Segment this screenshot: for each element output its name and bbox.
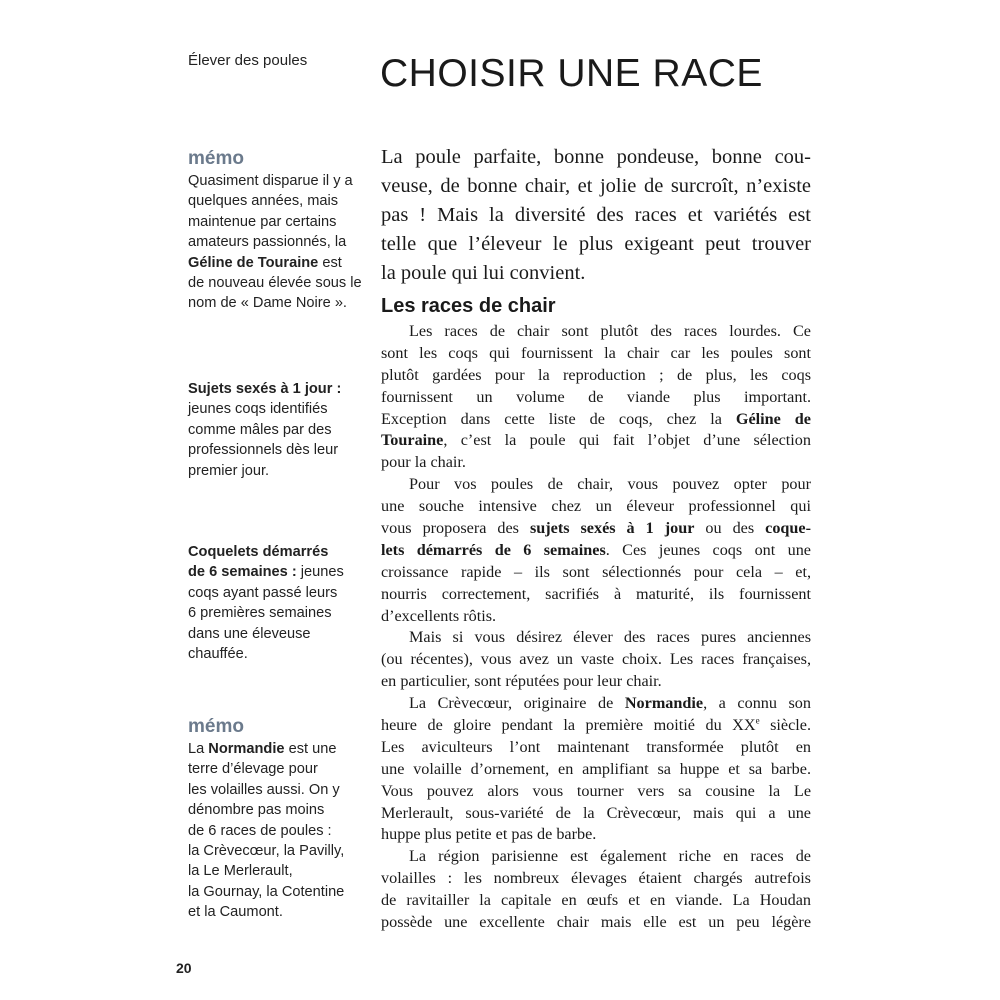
text-run: siècle. — [759, 716, 811, 735]
bold-term: de 6 semaines : — [188, 564, 297, 581]
text-run: heure de gloire pendant la première moitié du XX — [381, 716, 756, 735]
text-run: sont les coqs qui fournissent la chair car les poules sont — [381, 343, 811, 362]
text-run: amateurs passionnés, la — [188, 234, 347, 251]
text-run: une souche intensive chez un éleveur professionnel qui — [381, 497, 811, 516]
note-line — [188, 603, 368, 623]
text-run: la Crèvecœur, la Pavilly, — [188, 843, 345, 860]
note-line — [188, 902, 368, 922]
text-run: est une — [284, 741, 337, 757]
running-head: Élever des poules — [188, 52, 308, 69]
lead-line: la poule qui lui convient. — [381, 262, 586, 284]
text-run: possède une excellente chair mais elle est un peu légère — [381, 913, 811, 932]
body-line — [381, 846, 811, 868]
bold-term: Touraine — [381, 431, 444, 450]
note-line — [188, 583, 368, 603]
body-line — [381, 387, 811, 409]
body-line — [381, 737, 811, 759]
note-line — [188, 191, 368, 211]
page-number: 20 — [176, 960, 192, 976]
note-line — [188, 841, 368, 861]
lead-line: pas ! Mais la diversité des races et variétés est — [381, 204, 811, 226]
body-line — [381, 759, 811, 781]
section-title: Les races de chair — [381, 295, 556, 317]
text-run: Merlerault, sous-variété de la Crèvecœur, mais qui a une — [381, 803, 811, 822]
text-run: est — [318, 254, 342, 271]
text-run: ou des — [694, 519, 766, 538]
text-run: , c’est la poule qui fait l’objet d’une sélection — [443, 431, 811, 450]
bold-term: sujets sexés à 1 jour — [529, 519, 695, 538]
note-line — [188, 379, 368, 399]
note-line — [188, 232, 368, 252]
lead-paragraph — [381, 143, 811, 288]
text-run: Les aviculteurs l’ont maintenant transformée plutôt en — [381, 737, 811, 756]
note-line — [188, 624, 368, 644]
body-line — [381, 343, 811, 365]
text-run: huppe plus petite et pas de barbe. — [381, 825, 597, 844]
memo-box-1 — [188, 147, 368, 314]
note-line — [188, 212, 368, 232]
bold-term: coque- — [765, 519, 811, 538]
note-line — [188, 420, 368, 440]
definition-text — [188, 379, 368, 481]
note-line — [188, 562, 368, 582]
lead-line: La poule parfaite, bonne pondeuse, bonne cou- — [381, 146, 811, 168]
note-line — [188, 440, 368, 460]
text-run: Les races de chair sont plutôt des races lourdes. Ce — [409, 322, 811, 340]
bold-term: Sujets sexés à 1 jour : — [188, 381, 342, 397]
bold-term: Coquelets démarrés — [188, 544, 329, 560]
text-run: les volailles aussi. On y — [188, 781, 340, 798]
body-line — [381, 474, 811, 496]
text-run: jeunes coqs identifiés — [188, 401, 328, 418]
text-run: plutôt gardées pour la reproduction ; de plus, les coqs — [381, 365, 811, 384]
note-line — [188, 542, 368, 562]
chapter-title: CHOISIR UNE RACE — [380, 52, 763, 95]
text-run: dans une éleveuse — [188, 625, 311, 642]
note-line — [188, 861, 368, 881]
note-line — [188, 800, 368, 820]
definition-text — [188, 542, 368, 664]
memo-box-2 — [188, 715, 368, 923]
body-line — [381, 649, 811, 671]
body-line — [381, 365, 811, 387]
text-run: Mais si vous désirez élever des races pures anciennes — [409, 628, 811, 647]
body-line — [381, 540, 811, 562]
memo-heading: mémo — [188, 148, 244, 169]
text-run: croissance rapide – ils sont sélectionnés pour cela – et, — [381, 562, 811, 581]
text-run: 6 premières semaines — [188, 605, 332, 622]
text-run: quelques années, mais — [188, 193, 339, 210]
bold-term: Géline de — [735, 409, 811, 428]
body-line — [381, 868, 811, 890]
note-line — [188, 171, 368, 191]
text-run: dénombre pas moins — [188, 802, 325, 819]
text-run: la Le Merlerault, — [188, 863, 293, 880]
text-run: La région parisienne est également riche en races de — [409, 847, 811, 866]
bold-term: Normandie — [624, 694, 704, 713]
lead-text — [381, 143, 811, 288]
text-run: vous proposera des — [381, 519, 530, 538]
text-run: la Gournay, la Cotentine — [188, 883, 345, 900]
text-run: Pour vos poules de chair, vous pouvez opter pour — [409, 475, 811, 494]
superscript: e — [755, 715, 760, 726]
definition-coquelets — [188, 542, 368, 664]
body-line — [381, 715, 811, 737]
text-run: de ravitailler la capitale en œufs et en viande. La Houdan — [381, 891, 811, 910]
body-line — [381, 693, 811, 715]
text-run: coqs ayant passé leurs — [188, 584, 338, 601]
text-run: professionnels dès leur — [188, 442, 339, 459]
memo-text — [188, 739, 368, 923]
text-run: une volaille d’ornement, en amplifiant sa huppe et sa barbe. — [381, 759, 811, 778]
memo-text — [188, 171, 368, 314]
body-line — [381, 321, 811, 343]
text-run: fournissent un volume de viande plus important. — [381, 387, 811, 406]
text-run: de 6 races de poules : — [188, 822, 332, 839]
body-line — [381, 824, 811, 846]
body-line — [381, 452, 811, 474]
text-run: chauffée. — [188, 646, 248, 663]
text-run: d’excellents rôtis. — [381, 606, 497, 625]
body-line — [381, 803, 811, 825]
bold-term: Géline de Touraine — [188, 254, 319, 271]
text-run: Quasiment disparue il y a — [188, 173, 353, 189]
text-run: pour la chair. — [381, 453, 466, 472]
bold-term: lets démarrés de 6 semaines — [381, 540, 606, 559]
body-line — [381, 890, 811, 912]
lead-line: veuse, de bonne chair, et jolie de surcroît, n’existe — [381, 175, 811, 197]
body-text — [381, 321, 811, 934]
lead-line: telle que l’éleveur le plus exigeant peut trouver — [381, 233, 811, 255]
text-run: en particulier, sont réputées pour leur chair. — [381, 672, 662, 691]
text-run: terre d’élevage pour — [188, 761, 318, 778]
text-run: (ou récentes), vous avez un vaste choix. Les races françaises, — [381, 650, 811, 669]
body-line — [381, 409, 811, 431]
text-run: comme mâles par des — [188, 421, 332, 438]
note-line — [188, 882, 368, 902]
body-line — [381, 496, 811, 518]
text-run: maintenue par certains — [188, 213, 337, 230]
note-line — [188, 780, 368, 800]
text-run: de nouveau élevée sous le — [188, 275, 362, 292]
note-line — [188, 253, 368, 273]
note-line — [188, 644, 368, 664]
body-line — [381, 606, 811, 628]
body-line — [381, 562, 811, 584]
text-run: jeunes — [296, 564, 344, 581]
body-line — [381, 627, 811, 649]
text-run: et la Caumont. — [188, 904, 283, 921]
text-run: , a connu son — [703, 694, 811, 713]
body-line — [381, 584, 811, 606]
note-line — [188, 293, 368, 313]
note-line — [188, 821, 368, 841]
text-run: Vous pouvez alors vous tourner vers sa cousine la Le — [381, 781, 811, 800]
note-line — [188, 273, 368, 293]
body-line — [381, 671, 811, 693]
text-run: La — [188, 741, 209, 757]
note-line — [188, 759, 368, 779]
body-line — [381, 781, 811, 803]
body-line — [381, 912, 811, 934]
bold-term: Normandie — [208, 741, 285, 757]
text-run: volailles : les nombreux élevages étaient chargés autrefois — [381, 869, 811, 888]
text-run: La Crèvecœur, originaire de — [409, 694, 625, 713]
text-run: premier jour. — [188, 462, 270, 479]
note-line — [188, 739, 368, 759]
body-line — [381, 430, 811, 452]
text-run: . Ces jeunes coqs ont une — [605, 540, 811, 559]
text-run: nourris correctement, sacrifiés à maturité, ils fournissent — [381, 584, 811, 603]
body-line — [381, 518, 811, 540]
text-run: Exception dans cette liste de coqs, chez la — [381, 409, 736, 428]
note-line — [188, 399, 368, 419]
definition-sujets-sexes — [188, 379, 368, 481]
text-run: nom de « Dame Noire ». — [188, 295, 347, 312]
memo-heading: mémo — [188, 716, 244, 737]
note-line — [188, 461, 368, 481]
